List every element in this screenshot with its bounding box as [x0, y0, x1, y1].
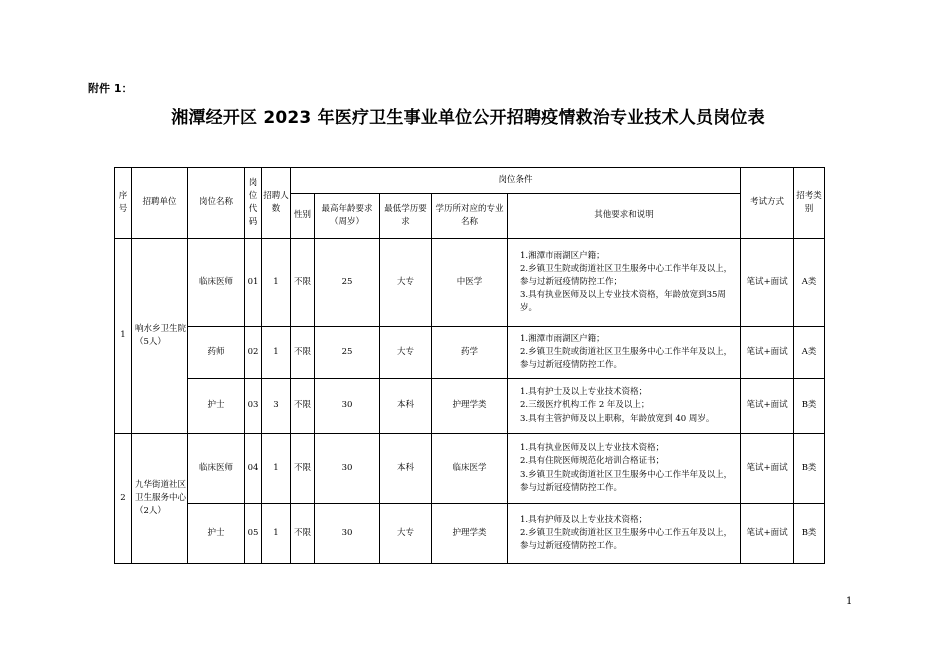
- exam-cell: 笔试+面试: [741, 239, 794, 327]
- education-cell: 大专: [380, 504, 432, 564]
- post-code-cell: 01: [245, 239, 262, 327]
- count-cell: 1: [262, 504, 291, 564]
- header-post-name: 岗位名称: [188, 168, 245, 239]
- header-other: 其他要求和说明: [508, 194, 741, 239]
- table-row: [115, 239, 825, 327]
- post-name-cell: 护士: [188, 504, 245, 564]
- category-cell: A类: [794, 239, 825, 327]
- page-number: 1: [846, 596, 853, 607]
- header-max-age: 最高年龄要求（周岁）: [315, 194, 380, 239]
- education-cell: 大专: [380, 327, 432, 379]
- requirement-line: 2.三级医疗机构工作 2 年及以上；: [520, 400, 650, 411]
- header-unit: 招聘单位: [132, 168, 188, 239]
- requirement-line: 2.乡镇卫生院或街道社区卫生服务中心工作半年及以上，参与过新冠疫情防控工作；: [520, 263, 733, 287]
- requirement-line: 3.具有主管护师及以上职称，年龄放宽到 40 周岁。: [520, 413, 715, 424]
- education-cell: 本科: [380, 379, 432, 434]
- header-seq: 序号: [115, 168, 132, 239]
- header-category: 招考类别: [794, 168, 825, 239]
- age-cell: 30: [315, 504, 380, 564]
- major-cell: 临床医学: [432, 434, 508, 504]
- exam-cell: 笔试+面试: [741, 504, 794, 564]
- attachment-label: 附件 1：: [88, 82, 133, 95]
- page-title: 湘潭经开区 2023 年医疗卫生事业单位公开招聘疫情救治专业技术人员岗位表: [171, 108, 765, 128]
- major-cell: 中医学: [432, 239, 508, 327]
- requirement-line: 1.具有执业医师及以上专业技术资格；: [520, 443, 665, 454]
- category-cell: A类: [794, 327, 825, 379]
- requirements-cell: [508, 434, 741, 504]
- count-cell: 1: [262, 239, 291, 327]
- post-code-cell: 05: [245, 504, 262, 564]
- gender-cell: 不限: [291, 379, 315, 434]
- table-row: [115, 504, 825, 564]
- job-table: [114, 167, 825, 564]
- exam-cell: 笔试+面试: [741, 379, 794, 434]
- education-cell: 大专: [380, 239, 432, 327]
- post-code-cell: 03: [245, 379, 262, 434]
- gender-cell: 不限: [291, 239, 315, 327]
- requirement-line: 1.具有护师及以上专业技术资格；: [520, 514, 648, 525]
- category-cell: B类: [794, 434, 825, 504]
- major-cell: 护理学类: [432, 379, 508, 434]
- major-cell: 护理学类: [432, 504, 508, 564]
- header-gender: 性别: [291, 194, 315, 239]
- header-conditions: 岗位条件: [291, 168, 741, 194]
- exam-cell: 笔试+面试: [741, 434, 794, 504]
- table-row: [115, 434, 825, 504]
- requirement-line: 3.具有执业医师及以上专业技术资格，年龄放宽到35周岁。: [520, 290, 726, 314]
- count-cell: 1: [262, 327, 291, 379]
- unit-cell: 九华街道社区卫生服务中心（2人）: [132, 434, 188, 564]
- requirement-line: 2.乡镇卫生院或街道社区卫生服务中心工作五年及以上，参与过新冠疫情防控工作。: [520, 527, 733, 552]
- count-cell: 3: [262, 379, 291, 434]
- age-cell: 30: [315, 434, 380, 504]
- major-cell: 药学: [432, 327, 508, 379]
- header-count: 招聘人数: [262, 168, 291, 239]
- requirement-line: 1.湘潭市雨湖区户籍；: [520, 250, 605, 261]
- category-cell: B类: [794, 504, 825, 564]
- gender-cell: 不限: [291, 434, 315, 504]
- requirements-cell: [508, 379, 741, 434]
- header-education: 最低学历要求: [380, 194, 432, 239]
- requirement-line: 1.湘潭市雨湖区户籍；: [520, 333, 605, 344]
- header-major: 学历所对应的专业名称: [432, 194, 508, 239]
- education-cell: 本科: [380, 434, 432, 504]
- requirement-line: 3.乡镇卫生院或街道社区卫生服务中心工作半年及以上，参与过新冠疫情防控工作。: [520, 469, 733, 493]
- count-cell: 1: [262, 434, 291, 504]
- gender-cell: 不限: [291, 327, 315, 379]
- unit-cell: 响水乡卫生院（5人）: [132, 239, 188, 434]
- age-cell: 30: [315, 379, 380, 434]
- requirements-cell: [508, 239, 741, 327]
- exam-cell: 笔试+面试: [741, 327, 794, 379]
- post-name-cell: 临床医师: [188, 239, 245, 327]
- gender-cell: 不限: [291, 504, 315, 564]
- age-cell: 25: [315, 327, 380, 379]
- post-name-cell: 药师: [188, 327, 245, 379]
- table-row: [115, 379, 825, 434]
- header-row-1: [115, 168, 825, 194]
- requirements-cell: [508, 504, 741, 564]
- header-exam: 考试方式: [741, 168, 794, 239]
- seq-cell: 2: [115, 434, 132, 564]
- post-code-cell: 02: [245, 327, 262, 379]
- requirement-line: 1.具有护士及以上专业技术资格；: [520, 387, 648, 398]
- table-row: [115, 327, 825, 379]
- requirement-line: 2.具有住院医师规范化培训合格证书；: [520, 456, 665, 467]
- post-name-cell: 护士: [188, 379, 245, 434]
- header-post-code: 岗位代码: [245, 168, 262, 239]
- seq-cell: 1: [115, 239, 132, 434]
- requirement-line: 2.乡镇卫生院或街道社区卫生服务中心工作半年及以上，参与过新冠疫情防控工作。: [520, 346, 733, 371]
- age-cell: 25: [315, 239, 380, 327]
- requirements-cell: [508, 327, 741, 379]
- category-cell: B类: [794, 379, 825, 434]
- post-code-cell: 04: [245, 434, 262, 504]
- post-name-cell: 临床医师: [188, 434, 245, 504]
